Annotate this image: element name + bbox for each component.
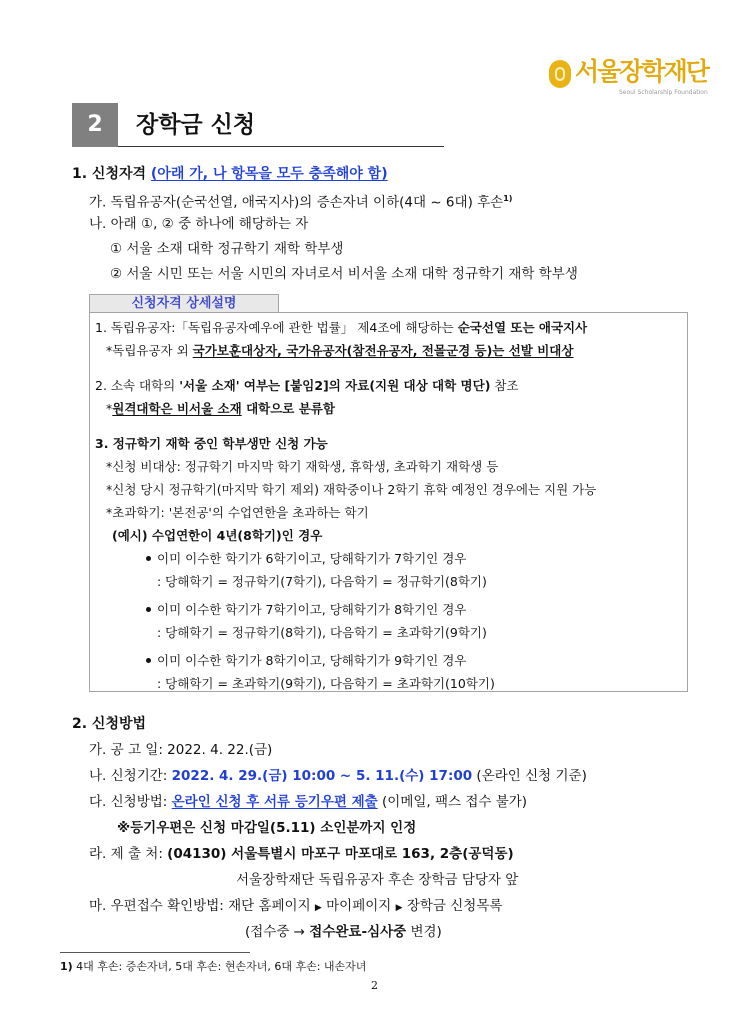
details-example-2b: : 당해학기 = 정규학기(8학기), 다음학기 = 초과학기(9학기) — [157, 625, 487, 640]
details-item-3-heading: 3. 정규학기 재학 중인 학부생만 신청 가능 — [95, 436, 328, 451]
details-example-1a-text: 이미 이수한 학기가 6학기이고, 당해학기가 7학기인 경우 — [157, 551, 467, 566]
eligibility-item-ga — [89, 189, 512, 213]
eligibility-heading — [72, 164, 388, 184]
details-item-1-note-prefix: *독립유공자 외 — [106, 343, 193, 358]
details-item-3-note-1: *신청 비대상: 정규학기 마지막 학기 재학생, 휴학생, 초과학기 재학생 등 — [106, 459, 499, 474]
details-item-2-note — [106, 399, 335, 419]
logo-name: 서울장학재단 — [575, 57, 708, 86]
logo-subtitle: Seoul Scholarship Foundation — [619, 89, 708, 96]
method-item-da — [89, 792, 527, 812]
details-example-1a — [146, 549, 466, 569]
details-example-2a — [146, 600, 466, 620]
details-item-1-prefix: 1. 독립유공자:「독립유공자예우에 관한 법률」 제4조에 해당하는 — [95, 320, 458, 335]
footnote-mark: 1) — [60, 960, 73, 973]
eligibility-item-na-1: ① 서울 소재 대학 정규학기 재학 학부생 — [110, 241, 344, 257]
details-example-heading: (예시) 수업연한이 4년(8학기)인 경우 — [112, 528, 323, 543]
method-ma-label: 마. 우편접수 확인방법: 재단 홈페이지 — [89, 898, 315, 914]
logo-mark-icon — [549, 60, 571, 88]
method-ra-value: (04130) 서울특별시 마포구 마포대로 163, 2층(공덕동) — [167, 846, 514, 862]
details-item-2-suffix: 참조 — [490, 378, 519, 393]
details-item-2-note-bold: 대학으로 분류함 — [241, 401, 335, 416]
footnote-divider — [60, 952, 250, 953]
method-item-ma — [89, 896, 502, 918]
method-item-ra — [89, 844, 514, 864]
method-na-note: (온라인 신청 기준) — [472, 768, 587, 784]
method-na-value: 2022. 4. 29.(금) 10:00 ~ 5. 11.(수) 17:00 — [171, 768, 473, 784]
method-item-ga: 가. 공 고 일: 2022. 4. 22.(금) — [89, 742, 273, 758]
bullet-icon — [146, 556, 151, 561]
method-da-value: 온라인 신청 후 서류 등기우편 제출 — [171, 794, 378, 810]
method-ma-sub-suffix: 변경) — [406, 924, 442, 940]
details-item-2 — [95, 376, 519, 396]
details-item-1-note-bold: 국가보훈대상자, 국가유공자(참전유공자, 전몰군경 등)는 선발 비대상 — [192, 343, 574, 358]
arrow-right-icon: ▶ — [395, 903, 403, 913]
method-ra-label: 라. 제 출 처: — [89, 846, 168, 862]
method-ra-sub: 서울장학재단 독립유공자 후손 장학금 담당자 앞 — [236, 872, 519, 888]
details-example-1b: : 당해학기 = 정규학기(7학기), 다음학기 = 정규학기(8학기) — [157, 574, 487, 589]
method-ma-sub — [245, 922, 442, 942]
method-ma-sub-bold: 접수완료-심사중 — [309, 924, 407, 940]
footnote-text: 4대 후손: 증손자녀, 5대 후손: 현손자녀, 6대 후손: 내손자녀 — [72, 960, 367, 973]
details-example-3b: : 당해학기 = 초과학기(9학기), 다음학기 = 초과학기(10학기) — [157, 676, 495, 691]
details-item-1 — [95, 318, 587, 338]
eligibility-item-na: 나. 아래 ①, ② 중 하나에 해당하는 자 — [89, 216, 309, 232]
details-item-2-note-star: * — [106, 401, 113, 416]
details-tab-label: 신청자격 상세설명 — [89, 294, 279, 312]
page-number: 2 — [371, 979, 378, 992]
method-da-label: 다. 신청방법: — [89, 794, 172, 810]
method-ma-part2: 마이페이지 — [321, 898, 396, 914]
eligibility-item-na-2: ② 서울 시민 또는 서울 시민의 자녀로서 비서울 소재 대학 정규학기 재학 학부생 — [110, 266, 578, 282]
details-item-3-note-2: *신청 당시 정규학기(마지막 학기 제외) 재학중이나 2학기 휴학 예정인 경우에는 지원 가능 — [106, 482, 597, 497]
eligibility-heading-text: 1. 신청자격 — [72, 166, 147, 182]
section-title: 장학금 신청 — [136, 112, 256, 138]
section-title-underline — [118, 146, 444, 147]
method-ma-part3: 장학금 신청목록 — [402, 898, 503, 914]
method-heading: 2. 신청방법 — [72, 716, 147, 732]
details-item-2-prefix: 2. 소속 대학의 — [95, 378, 180, 393]
footnote-ref-1: 1) — [503, 194, 513, 203]
eligibility-ga-text: 가. 독립유공자(순국선열, 애국지사)의 증손자녀 이하(4대 ~ 6대) 후손 — [89, 194, 504, 211]
details-item-3-note-3: *초과학기: '본전공'의 수업연한을 초과하는 학기 — [106, 505, 369, 520]
details-example-3a — [146, 651, 466, 671]
bullet-icon — [146, 607, 151, 612]
eligibility-heading-note: (아래 가, 나 항목을 모두 충족해야 함) — [150, 166, 388, 182]
details-item-2-bold: '서울 소재' 여부는 [붙임2]의 자료(지원 대상 대학 명단) — [179, 378, 491, 393]
bullet-icon — [146, 658, 151, 663]
details-item-1-bold: 순국선열 또는 애국지사 — [457, 320, 588, 335]
details-example-3a-text: 이미 이수한 학기가 8학기이고, 당해학기가 9학기인 경우 — [157, 653, 467, 668]
details-item-2-note-underlined: 원격대학은 비서울 소재 — [112, 401, 242, 416]
arrow-right-icon: ▶ — [314, 903, 322, 913]
method-da-sub: ※등기우편은 신청 마감일(5.11) 소인분까지 인정 — [117, 820, 417, 836]
section-number: 2 — [72, 103, 118, 147]
method-ma-sub-prefix: (접수중 → — [245, 924, 310, 940]
footnote — [60, 957, 366, 977]
method-item-na — [89, 766, 587, 786]
details-item-1-note — [106, 341, 573, 361]
details-example-2a-text: 이미 이수한 학기가 7학기이고, 당해학기가 8학기인 경우 — [157, 602, 467, 617]
method-da-note: (이메일, 팩스 접수 불가) — [377, 794, 528, 810]
method-na-label: 나. 신청기간: — [89, 768, 172, 784]
